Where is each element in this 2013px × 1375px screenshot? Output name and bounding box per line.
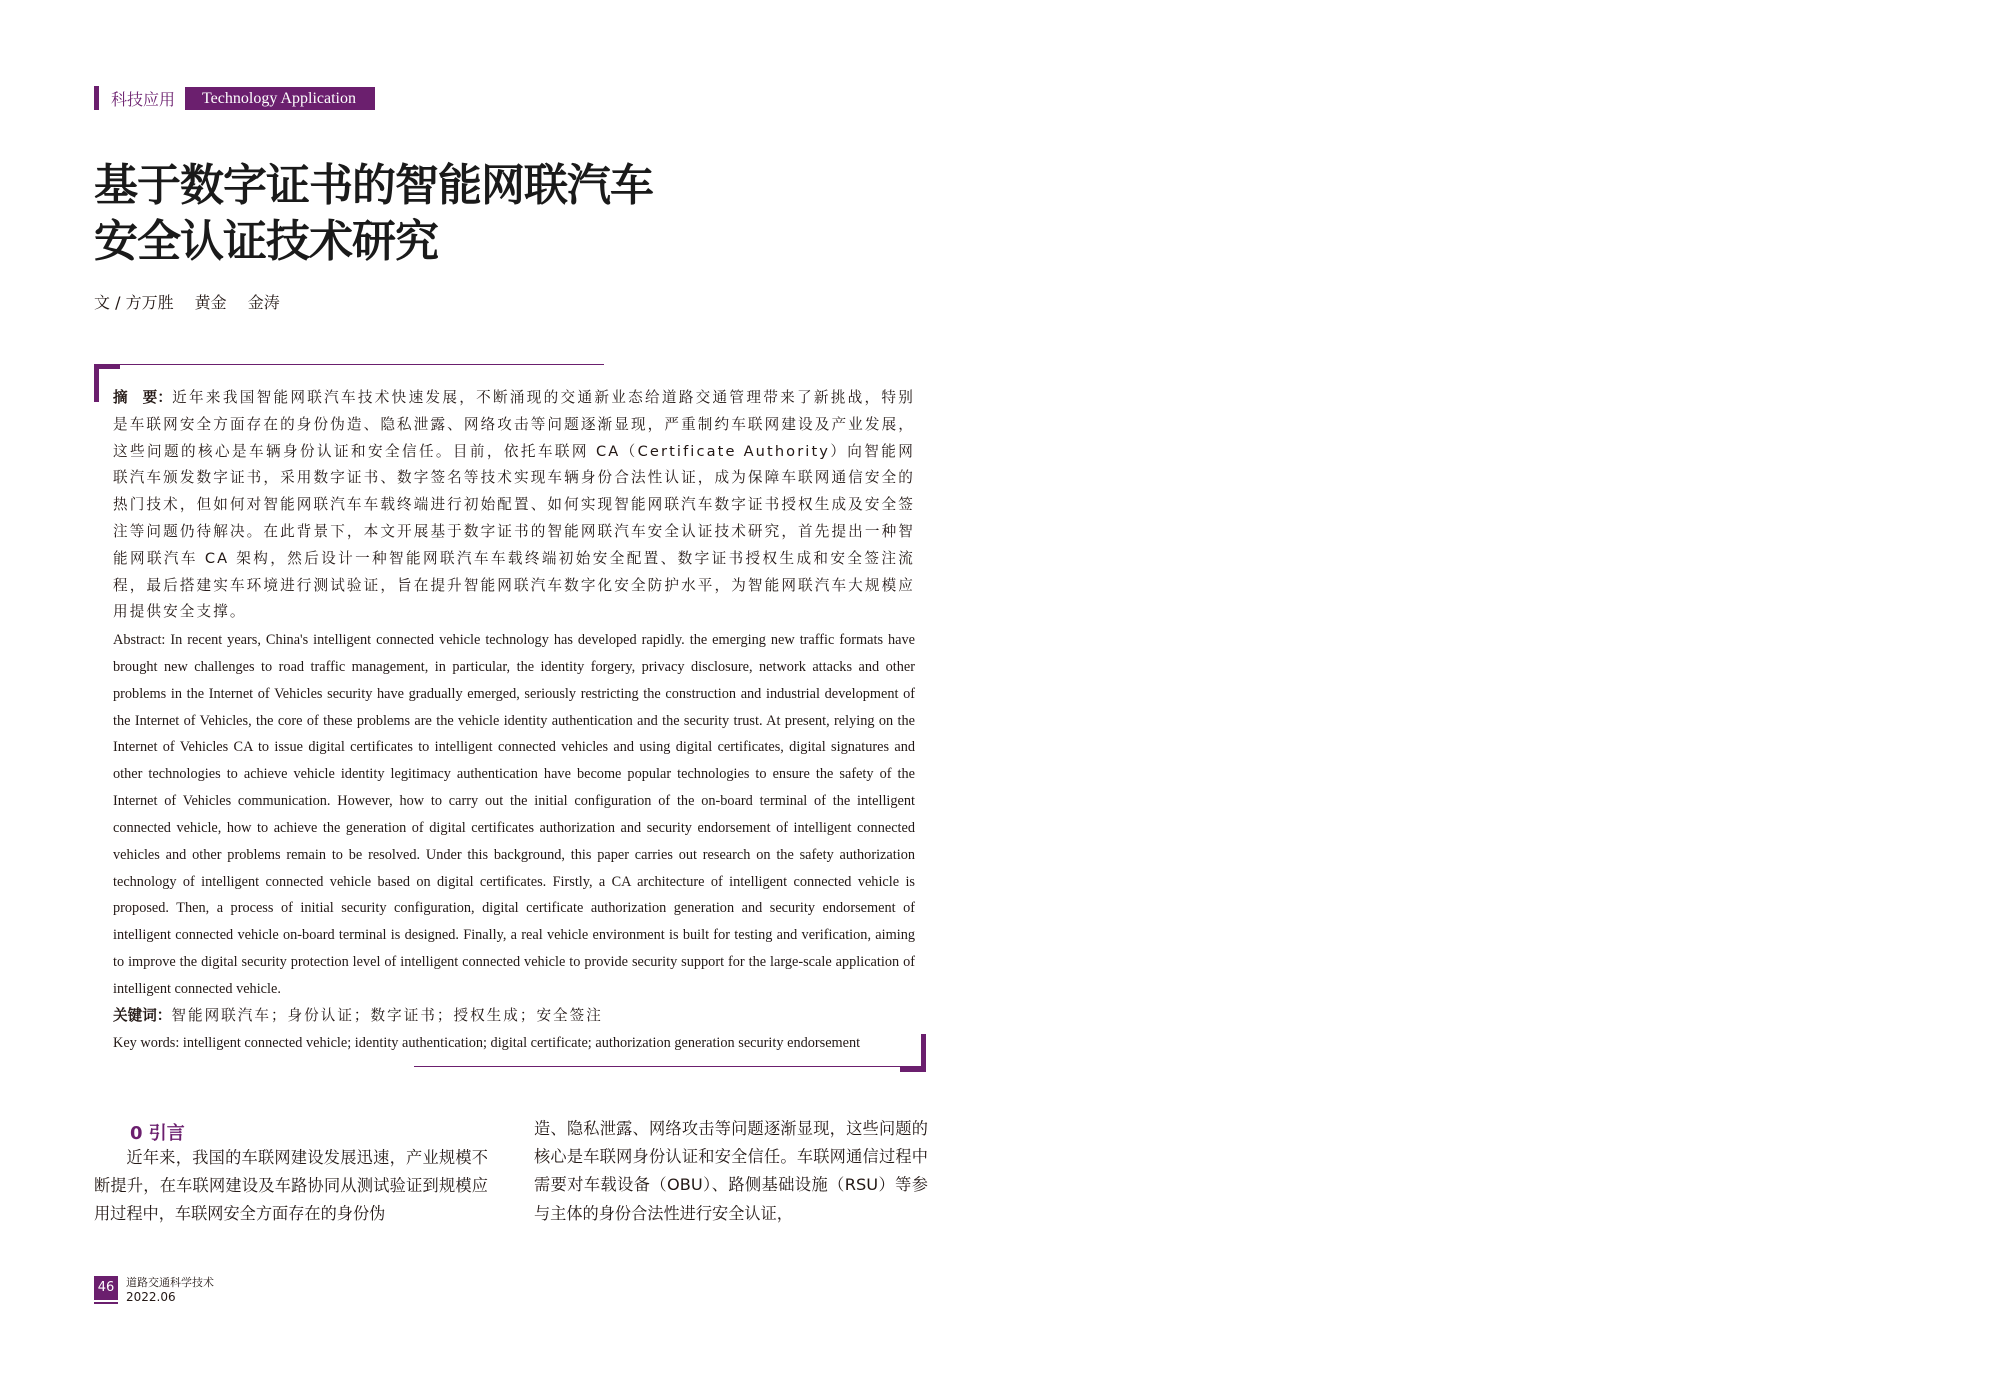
journal-issue: 2022.06 (126, 1290, 176, 1304)
body-text-right-column: 造、隐私泄露、网络攻击等问题逐渐显现，这些问题的核心是车联网身份认证和安全信任。车联网通信过程中需要对车载设备（OBU）、路侧基础设施（RSU）等参与主体的身份合法性进行安全认证， (534, 1119, 928, 1223)
keywords-label: 关键词： (113, 1007, 172, 1024)
abstract-chinese-text: 近年来我国智能网联汽车技术快速发展，不断涌现的交通新业态给道路交通管理带来了新挑战，特别是车联网安全方面存在的身份伪造、隐私泄露、网络攻击等问题逐渐显现，严重制约车联网建设及产业发展，这些问题的核心是车辆身份认证和安全信任。目前，依托车联网 CA（Certificate Authority）向智能网联汽车颁发数字证书，采用数字证书、数字签名等技术实现车辆身份合法性认证，成为保障车联网通信安全的热门技术，但如何对智能网联汽车车载终端进行初始配置、如何实现智能网联汽车数字证书授权生成及安全签注等问题仍待解决。在此背景下，本文开展基于数字证书的智能网联汽车安全认证技术研究，首先提出一种智能网联汽车 CA 架构，然后设计一种智能网联汽车车载终端初始安全配置、数字证书授权生成和安全签注流程，最后搭建实车环境进行测试验证，旨在提升智能网联汽车数字化安全防护水平，为智能网联汽车大规模应用提供安全支撑。 (113, 389, 915, 621)
section-label-en: Technology Application (185, 87, 375, 110)
abstract-bottom-rule (414, 1066, 924, 1067)
section-tag-bar (94, 86, 99, 110)
page-number: 46 (94, 1276, 118, 1300)
body-text-left-column: 近年来，我国的车联网建设发展迅速，产业规模不断提升，在车联网建设及车路协同从测试验证到规模应用过程中，车联网安全方面存在的身份伪 (94, 1148, 488, 1224)
author-line: 文 / 方万胜 黄金 金涛 (94, 293, 280, 312)
page-number-underline (94, 1302, 118, 1304)
section-heading-introduction: 0 引言 (130, 1123, 185, 1144)
section-tag (94, 86, 375, 110)
keywords-chinese-text: 智能网联汽车；身份认证；数字证书；授权生成；安全签注 (171, 1007, 603, 1024)
abstract-chinese (113, 385, 915, 626)
section-label-cn: 科技应用 (111, 89, 176, 109)
article-title-line-1: 基于数字证书的智能网联汽车 (94, 160, 653, 211)
article-title (94, 158, 653, 270)
journal-name: 道路交通科学技术 (126, 1276, 214, 1289)
keywords-chinese (113, 1005, 603, 1027)
keywords-english: Key words: intelligent connected vehicle; identity authentication; digital certificate; authorization generation security endorsement (113, 1035, 861, 1051)
abstract-english: Abstract: In recent years, China's intelligent connected vehicle technology has developed rapidly. the emerging new traffic formats have brought new challenges to road traffic management, in particular, the identity forgery, privacy disclosure, network attacks and other problems in the Internet of Vehicles security have gradually emerged, seriously restricting the construction and industrial development of the Internet of Vehicles, the core of these problems are the vehicle identity authentication and the security trust. At present, relying on the Internet of Vehicles CA to issue digital certificates to intelligent connected vehicles and using digital certificates, digital signatures and other technologies to achieve vehicle identity legitimacy authentication have become popular technologies to ensure the safety of the Internet of Vehicles communication. However, how to carry out the initial configuration of the on-board terminal of the intelligent connected vehicle, how to achieve the generation of digital certificates authorization and security endorsement of intelligent connected vehicles and other problems remain to be resolved. Under this background, this paper carries out research on the safety authorization technology of intelligent connected vehicle based on digital certificates. Firstly, a CA architecture of intelligent connected vehicle is proposed. Then, a process of initial security configuration, digital certificate authorization generation and security endorsement of intelligent connected vehicle on-board terminal is designed. Finally, a real vehicle environment is built for testing and verification, aiming to improve the digital security protection level of intelligent connected vehicle to provide security support for the large-scale application of intelligent connected vehicle. (113, 632, 915, 997)
abstract-label: 摘 要： (113, 389, 173, 406)
abstract-corner-bottom-right (900, 1034, 926, 1072)
article-title-line-2: 安全认证技术研究 (94, 216, 438, 267)
abstract-top-rule (108, 364, 604, 365)
